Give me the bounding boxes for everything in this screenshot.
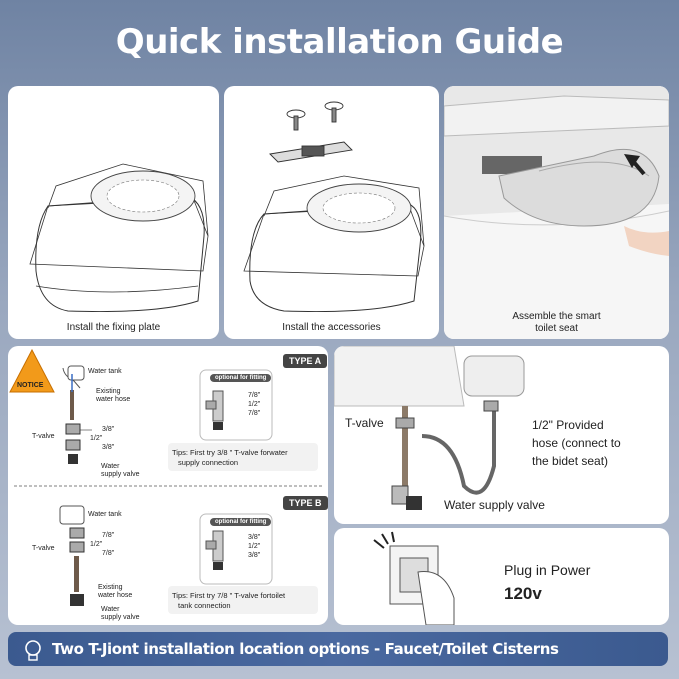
existing-hose-label: Existing bbox=[96, 388, 121, 395]
size-label: 3/8" bbox=[102, 426, 115, 433]
step-panel-assemble-seat bbox=[444, 86, 669, 339]
tip-text-2: tank connection bbox=[178, 601, 231, 610]
fitting-size: 7/8" bbox=[248, 392, 261, 399]
existing-hose-label-2: water hose bbox=[98, 592, 133, 599]
tip-text: Tips: First try 7/8 " T-valve fortoilet bbox=[172, 591, 286, 600]
size-label: 1/2" bbox=[90, 435, 103, 442]
size-label: 3/8" bbox=[102, 444, 115, 451]
step-caption: Install the accessories bbox=[282, 322, 381, 333]
seat-assembly-illustration bbox=[444, 86, 669, 339]
t-valve-label: T-valve bbox=[32, 545, 55, 552]
notice-label: NOTICE bbox=[17, 382, 44, 389]
fitting-size: 1/2" bbox=[248, 543, 261, 550]
supply-valve-label-2: supply valve bbox=[101, 471, 140, 478]
water-tank-label: Water tank bbox=[88, 368, 122, 375]
bottom-bar-text: Two T-Jiont installation location options - Faucet/Toilet Cisterns bbox=[52, 640, 559, 658]
size-label: 1/2" bbox=[90, 541, 103, 548]
provided-hose-label-3: the bidet seat) bbox=[532, 454, 609, 468]
step-panel-fixing-plate bbox=[8, 86, 219, 339]
provided-hose-label: 1/2" Provided bbox=[532, 418, 604, 432]
size-label: 7/8" bbox=[102, 532, 115, 539]
fitting-label: optional for fitting bbox=[210, 374, 271, 382]
tip-text: Tips: First try 3/8 " T-valve forwater bbox=[172, 448, 288, 457]
step-caption: Install the fixing plate bbox=[66, 322, 161, 333]
t-valve-label: T-valve bbox=[32, 433, 55, 440]
step-caption-line1: Assemble the smart bbox=[512, 311, 601, 322]
existing-hose-label-2: water hose bbox=[96, 396, 131, 403]
voltage-label: 120v bbox=[504, 584, 542, 603]
t-valve-types-panel bbox=[8, 346, 328, 625]
power-plug-illustration bbox=[334, 528, 669, 625]
toilet-fixing-plate-illustration bbox=[8, 86, 219, 339]
fitting-size: 3/8" bbox=[248, 534, 261, 541]
fitting-size: 1/2" bbox=[248, 401, 261, 408]
supply-valve-label: Water supply valve bbox=[444, 498, 545, 512]
bottom-info-bar bbox=[8, 632, 668, 666]
fitting-size: 7/8" bbox=[248, 410, 261, 417]
provided-hose-label-2: hose (connect to bbox=[532, 436, 621, 450]
step-panel-accessories bbox=[224, 86, 439, 339]
tip-text-2: supply connection bbox=[178, 458, 239, 467]
lightbulb-icon bbox=[18, 635, 48, 665]
toilet-accessories-illustration bbox=[224, 86, 439, 339]
size-label: 7/8" bbox=[102, 550, 115, 557]
step-caption-line2: toilet seat bbox=[535, 323, 578, 334]
t-valve-diagrams bbox=[8, 346, 328, 625]
power-panel bbox=[334, 528, 669, 625]
plug-in-power-label: Plug in Power bbox=[504, 562, 591, 578]
water-tank-label: Water tank bbox=[88, 511, 122, 518]
fitting-label: optional for fitting bbox=[210, 518, 271, 526]
fitting-size: 3/8" bbox=[248, 552, 261, 559]
supply-valve-label-2: supply valve bbox=[101, 614, 140, 621]
existing-hose-label: Existing bbox=[98, 584, 123, 591]
hose-connection-panel bbox=[334, 346, 669, 524]
page-title: Quick installation Guide bbox=[115, 22, 564, 62]
type-b-badge: TYPE B bbox=[283, 496, 328, 510]
t-valve-label: T-valve bbox=[345, 416, 384, 430]
type-a-badge: TYPE A bbox=[283, 354, 327, 368]
supply-valve-label: Water bbox=[101, 463, 120, 470]
supply-valve-label: Water bbox=[101, 606, 120, 613]
